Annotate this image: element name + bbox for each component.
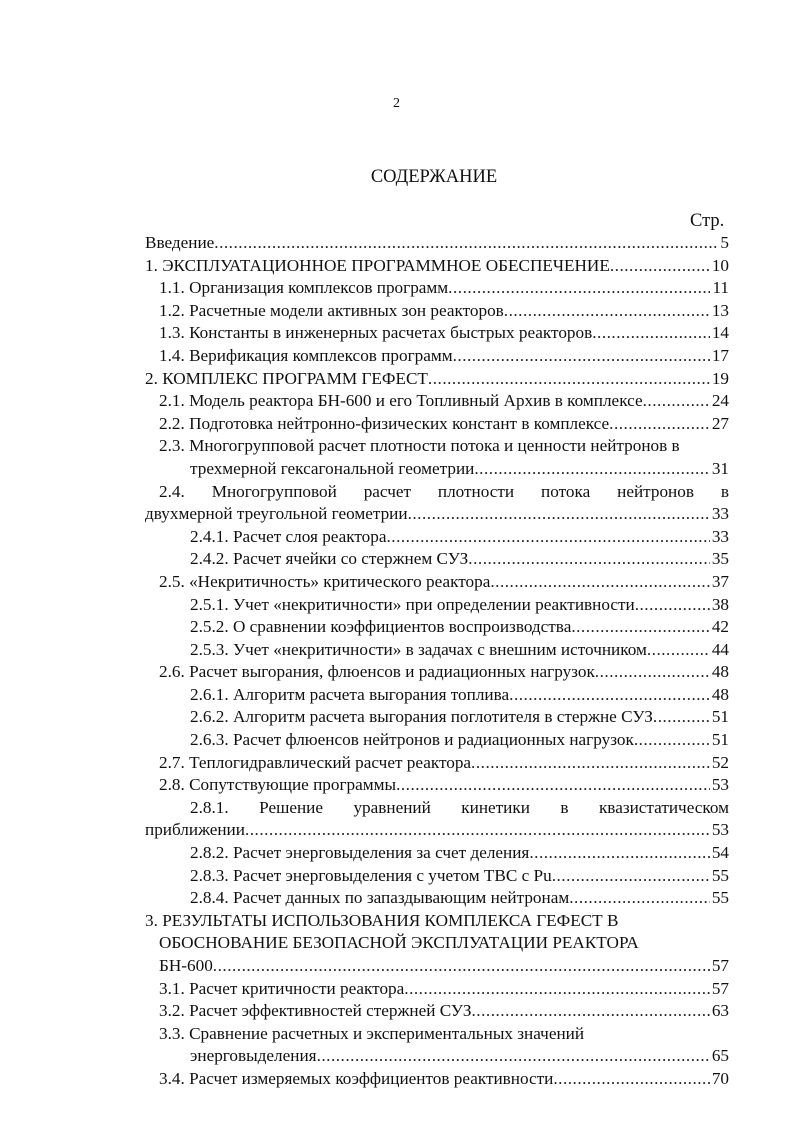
toc-entry-page: 63 xyxy=(711,1001,729,1021)
toc-leader xyxy=(647,639,710,662)
toc-entry-page: 10 xyxy=(711,255,729,275)
toc-entry-s1-3[interactable] xyxy=(145,322,729,345)
toc-entry-s2-8-2[interactable] xyxy=(145,842,729,865)
toc-entry-text: приближении xyxy=(145,820,245,840)
toc-leader xyxy=(592,322,710,345)
toc-entry-s2-8-4[interactable] xyxy=(145,887,729,910)
toc-leader xyxy=(213,955,710,978)
toc-entry-s3-4[interactable] xyxy=(145,1068,729,1091)
toc-entry-text: 2.8.4. Расчет данных по запаздывающим нейтронам xyxy=(190,888,570,908)
toc-entry-page: 54 xyxy=(711,843,729,863)
toc-entry-s2-5[interactable] xyxy=(145,571,729,594)
toc-entry-s2-8-1-line1[interactable]: 2.8.1. Решение уравнений кинетики в квазистатическом xyxy=(190,797,729,817)
toc-entry-text: Введение xyxy=(145,233,215,252)
toc-entry-page: 53 xyxy=(711,820,729,840)
toc-entry-s2-5-1[interactable] xyxy=(145,594,729,617)
toc-entry-text: БН-600 xyxy=(159,956,213,975)
toc-entry-page: 53 xyxy=(711,775,729,795)
toc-entry-s3-3-line1[interactable]: 3.3. Сравнение расчетных и экспериментальных значений xyxy=(159,1023,585,1043)
toc-entry-page: 57 xyxy=(711,956,729,975)
toc-entry-text: 2.6. Расчет выгорания, флюенсов и радиационных нагрузок xyxy=(159,662,595,682)
toc-entry-text: двухмерной треугольной геометрии xyxy=(145,504,408,524)
toc-entry-text: 2.8.2. Расчет энерговыделения за счет деления xyxy=(190,843,530,863)
toc-leader xyxy=(653,706,710,729)
toc-entry-text: 2.4.1. Расчет слоя реактора xyxy=(190,526,387,546)
toc-entry-s2-4-1[interactable] xyxy=(145,526,729,549)
toc-entry-page: 55 xyxy=(711,888,729,908)
table-of-contents xyxy=(145,232,729,1091)
page-column-header: Стр. xyxy=(690,211,725,231)
toc-leader xyxy=(504,300,710,323)
toc-entry-s2-6-1[interactable] xyxy=(145,684,729,707)
toc-entry-text: 2.7. Теплогидравлический расчет реактора xyxy=(159,752,472,772)
toc-entry-s1-4[interactable] xyxy=(145,345,729,368)
toc-entry-page: 48 xyxy=(711,684,729,704)
toc-leader xyxy=(635,594,710,617)
toc-leader xyxy=(317,1045,710,1068)
toc-entry-page: 42 xyxy=(711,617,729,637)
toc-entry-text: 1.3. Константы в инженерных расчетах быстрых реакторов xyxy=(159,323,593,343)
toc-entry-s2-4-2[interactable] xyxy=(145,548,729,571)
page-number: 2 xyxy=(393,96,400,111)
toc-entry-s2-5-2[interactable] xyxy=(145,616,729,639)
toc-entry-s2-8-3[interactable] xyxy=(145,865,729,888)
toc-leader xyxy=(472,1000,710,1023)
toc-entry-s2-6-2[interactable] xyxy=(145,706,729,729)
toc-entry-page: 13 xyxy=(711,300,729,320)
toc-leader xyxy=(571,616,709,639)
toc-entry-page: 33 xyxy=(711,526,729,546)
toc-entry-s3-3[interactable] xyxy=(145,1045,729,1068)
toc-entry-text: 1.4. Верификация комплексов программ xyxy=(159,345,453,365)
toc-entry-text: 2.5. «Некритичность» критического реактора xyxy=(159,571,491,591)
toc-leader xyxy=(509,684,710,707)
toc-entry-s1-1[interactable] xyxy=(145,277,729,300)
toc-entry-page: 55 xyxy=(711,865,729,885)
toc-entry-text: 1.2. Расчетные модели активных зон реакторов xyxy=(159,300,504,320)
toc-entry-text: трехмерной гексагональной геометрии xyxy=(190,458,475,478)
toc-entry-page: 11 xyxy=(712,278,729,298)
toc-leader xyxy=(245,819,710,842)
toc-entry-intro[interactable] xyxy=(145,232,729,255)
toc-leader xyxy=(214,232,718,255)
toc-leader xyxy=(471,752,710,775)
toc-leader xyxy=(634,729,710,752)
toc-entry-page: 57 xyxy=(711,978,729,998)
toc-entry-text: 1.1. Организация комплексов программ xyxy=(159,278,449,298)
toc-entry-page: 52 xyxy=(711,752,729,772)
toc-entry-text: 3.2. Расчет эффективностей стержней СУЗ xyxy=(159,1001,472,1021)
toc-leader xyxy=(453,345,710,368)
toc-entry-s2-6[interactable] xyxy=(145,661,729,684)
toc-entry-s3[interactable] xyxy=(145,955,729,978)
toc-entry-page: 33 xyxy=(711,504,729,524)
toc-entry-text: 2.8.3. Расчет энерговыделения с учетом ТВС с Pu xyxy=(190,865,552,885)
toc-entry-s2-3-line1[interactable]: 2.3. Многогрупповой расчет плотности потока и ценности нейтронов в xyxy=(159,436,680,456)
toc-entry-text: 2.4.2. Расчет ячейки со стержнем СУЗ xyxy=(190,549,469,569)
toc-leader xyxy=(610,255,710,278)
toc-entry-text: 3.1. Расчет критичности реактора xyxy=(159,978,405,998)
toc-entry-text: 2.6.3. Расчет флюенсов нейтронов и радиационных нагрузок xyxy=(190,730,634,750)
toc-entry-s3-2[interactable] xyxy=(145,1000,729,1023)
toc-entry-s2-4[interactable] xyxy=(145,503,729,526)
toc-leader xyxy=(396,774,710,797)
toc-entry-s2[interactable] xyxy=(145,368,729,391)
toc-entry-text: 2.1. Модель реактора БН-600 и его Топливный Архив в комплексе xyxy=(159,391,643,411)
toc-entry-page: 38 xyxy=(711,594,729,614)
toc-entry-text: 2.5.1. Учет «некритичности» при определении реактивности xyxy=(190,594,635,614)
toc-leader xyxy=(404,978,710,1001)
toc-entry-text: 3.4. Расчет измеряемых коэффициентов реактивности xyxy=(159,1068,554,1088)
toc-entry-s2-2[interactable] xyxy=(145,413,729,436)
toc-entry-s3-1[interactable] xyxy=(145,978,729,1001)
toc-leader xyxy=(428,368,710,391)
toc-leader xyxy=(468,548,710,571)
toc-entry-text: 2.6.2. Алгоритм расчета выгорания поглотителя в стержне СУЗ xyxy=(190,707,653,727)
toc-entry-s3-line1[interactable]: 3. РЕЗУЛЬТАТЫ ИСПОЛЬЗОВАНИЯ КОМПЛЕКСА ГЕФЕСТ В xyxy=(145,910,619,930)
toc-entry-text: 2.8. Сопутствующие программы xyxy=(159,775,397,795)
toc-entry-page: 35 xyxy=(711,549,729,569)
toc-leader xyxy=(595,661,710,684)
toc-entry-page: 31 xyxy=(711,458,729,478)
toc-leader xyxy=(529,842,709,865)
toc-entry-page: 19 xyxy=(711,368,729,388)
toc-entry-page: 51 xyxy=(711,730,729,750)
toc-entry-s2-1[interactable] xyxy=(145,390,729,413)
toc-entry-s2-5-3[interactable] xyxy=(145,639,729,662)
toc-entry-page: 37 xyxy=(711,571,729,591)
toc-entry-s2-8-1[interactable] xyxy=(145,819,729,842)
toc-entry-page: 17 xyxy=(711,345,729,365)
toc-entry-s2-7[interactable] xyxy=(145,752,729,775)
toc-entry-page: 70 xyxy=(711,1068,729,1088)
toc-entry-page: 65 xyxy=(711,1046,729,1066)
toc-entry-page: 5 xyxy=(720,233,729,252)
toc-entry-page: 44 xyxy=(711,639,729,659)
toc-entry-text: 1. ЭКСПЛУАТАЦИОННОЕ ПРОГРАММНОЕ ОБЕСПЕЧЕНИЕ xyxy=(145,255,610,275)
toc-entry-page: 27 xyxy=(711,413,729,433)
toc-title: СОДЕРЖАНИЕ xyxy=(370,167,498,187)
toc-leader xyxy=(552,865,710,888)
toc-entry-s1-2[interactable] xyxy=(145,300,729,323)
toc-leader xyxy=(609,413,710,436)
toc-leader xyxy=(490,571,709,594)
toc-leader xyxy=(474,458,709,481)
toc-leader xyxy=(553,1068,709,1091)
toc-entry-s3-line2[interactable]: ОБОСНОВАНИЕ БЕЗОПАСНОЙ ЭКСПЛУАТАЦИИ РЕАКТОРА xyxy=(159,933,639,953)
toc-entry-s2-6-3[interactable] xyxy=(145,729,729,752)
toc-entry-s1[interactable] xyxy=(145,255,729,278)
toc-entry-text: 2.2. Подготовка нейтронно-физических констант в комплексе xyxy=(159,413,610,433)
toc-entry-page: 48 xyxy=(711,662,729,682)
toc-entry-s2-4-line1[interactable]: 2.4. Многогрупповой расчет плотности потока нейтронов в xyxy=(159,481,729,501)
toc-leader xyxy=(569,887,710,910)
toc-entry-page: 51 xyxy=(711,707,729,727)
toc-entry-s2-3[interactable] xyxy=(145,458,729,481)
toc-leader xyxy=(408,503,710,526)
toc-entry-page: 14 xyxy=(711,323,729,343)
toc-entry-text: энерговыделения xyxy=(190,1046,317,1066)
toc-entry-s2-8[interactable] xyxy=(145,774,729,797)
toc-entry-text: 2.6.1. Алгоритм расчета выгорания топлива xyxy=(190,684,510,704)
toc-leader xyxy=(386,526,709,549)
toc-entry-text: 2.5.3. Учет «некритичности» в задачах с внешним источником xyxy=(190,639,647,659)
toc-entry-text: 2. КОМПЛЕКС ПРОГРАММ ГЕФЕСТ xyxy=(145,368,428,388)
toc-entry-page: 24 xyxy=(711,391,729,411)
toc-leader xyxy=(448,277,710,300)
toc-entry-text: 2.5.2. О сравнении коэффициентов воспроизводства xyxy=(190,617,572,637)
toc-leader xyxy=(643,390,710,413)
